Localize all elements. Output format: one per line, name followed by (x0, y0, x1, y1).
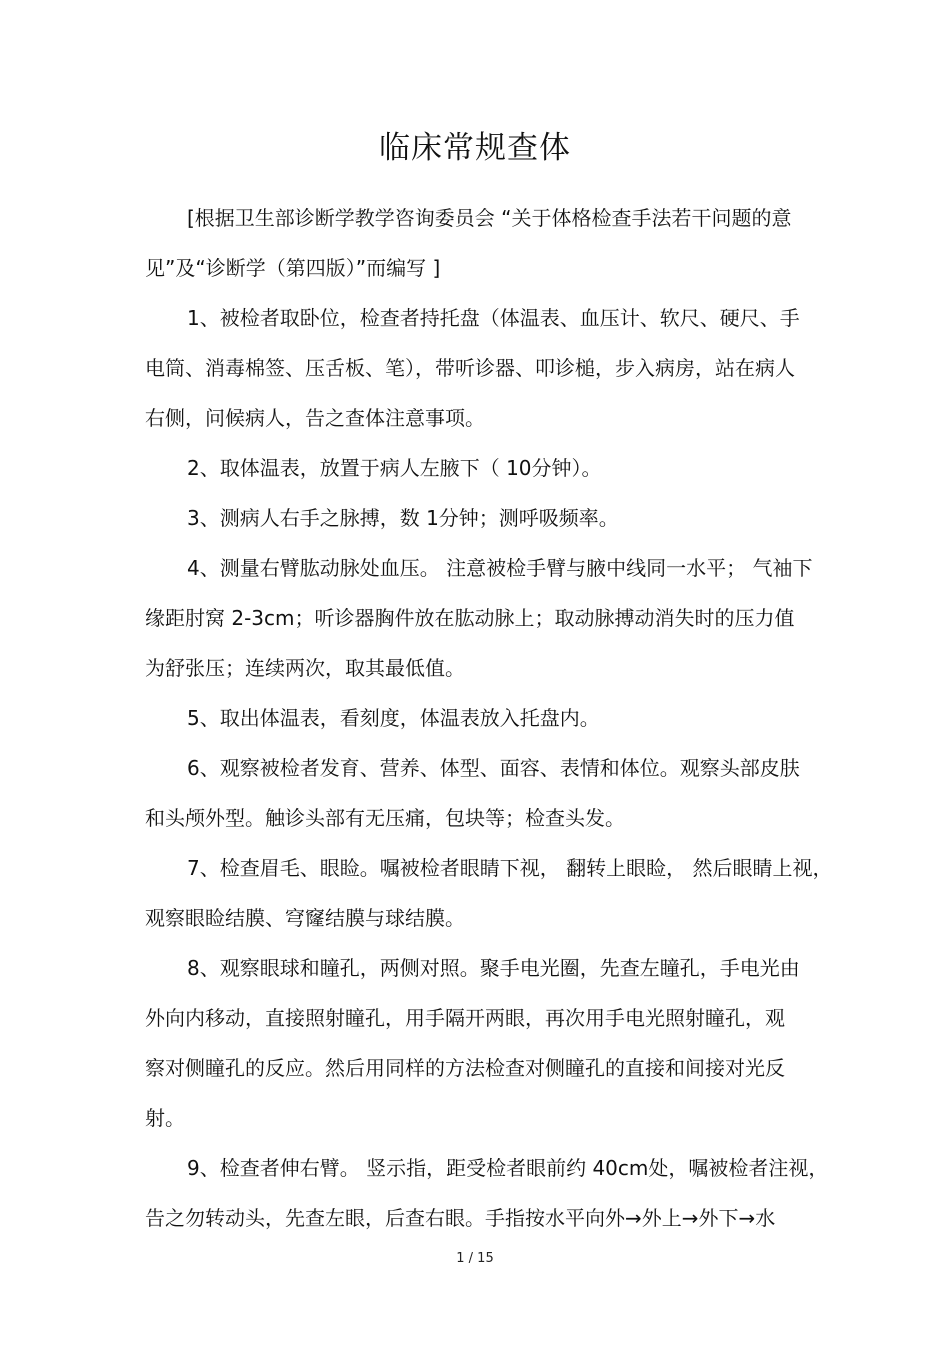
text-line: 5、取出体温表，看刻度，体温表放入托盘内。 (187, 706, 600, 730)
text-line: 右侧，问候病人，告之查体注意事项。 (145, 406, 485, 430)
text-line: 8、观察眼球和瞳孔，两侧对照。聚手电光圈，先查左瞳孔，手电光由 (187, 956, 800, 980)
page-title: 临床常规查体 (379, 130, 571, 166)
text-line: 见”及“诊断学（第四版）”而编写 ] (145, 256, 441, 280)
text-line: 7、检查眉毛、眼睑。嘱被检者眼睛下视， 翻转上眼睑， 然后眼睛上视， (187, 856, 833, 880)
text-line: 和头颅外型。触诊头部有无压痛，包块等；检查头发。 (145, 806, 625, 830)
text-line: 3、测病人右手之脉搏，数 1分钟；测呼吸频率。 (187, 506, 619, 530)
text-line: 缘距肘窝 2-3cm；听诊器胸件放在肱动脉上；取动脉搏动消失时的压力值 (145, 606, 795, 630)
text-line: 射。 (145, 1106, 185, 1130)
page-indicator: 1 / 15 (456, 1251, 494, 1266)
text-line: 2、取体温表，放置于病人左腋下（ 10分钟）。 (187, 456, 602, 480)
text-line: [根据卫生部诊断学教学咨询委员会 “关于体格检查手法若干问题的意 (187, 206, 792, 230)
text-line: 观察眼睑结膜、穹窿结膜与球结膜。 (145, 906, 465, 930)
text-line: 察对侧瞳孔的反应。然后用同样的方法检查对侧瞳孔的直接和间接对光反 (145, 1056, 785, 1080)
text-line: 为舒张压；连续两次，取其最低值。 (145, 656, 465, 680)
text-line: 1、被检者取卧位，检查者持托盘（体温表、血压计、软尺、硬尺、手 (187, 306, 800, 330)
text-line: 告之勿转动头，先查左眼，后查右眼。手指按水平向外→外上→外下→水 (145, 1206, 776, 1230)
text-line: 4、测量右臂肱动脉处血压。 注意被检手臂与腋中线同一水平； 气袖下 (187, 556, 813, 580)
text-line: 电筒、消毒棉签、压舌板、笔），带听诊器、叩诊槌，步入病房，站在病人 (145, 356, 795, 380)
text-line: 9、检查者伸右臂。 竖示指，距受检者眼前约 40cm处，嘱被检者注视， (187, 1156, 829, 1180)
text-line: 6、观察被检者发育、营养、体型、面容、表情和体位。观察头部皮肤 (187, 756, 800, 780)
text-line: 外向内移动，直接照射瞳孔，用手隔开两眼，再次用手电光照射瞳孔，观 (145, 1006, 785, 1030)
